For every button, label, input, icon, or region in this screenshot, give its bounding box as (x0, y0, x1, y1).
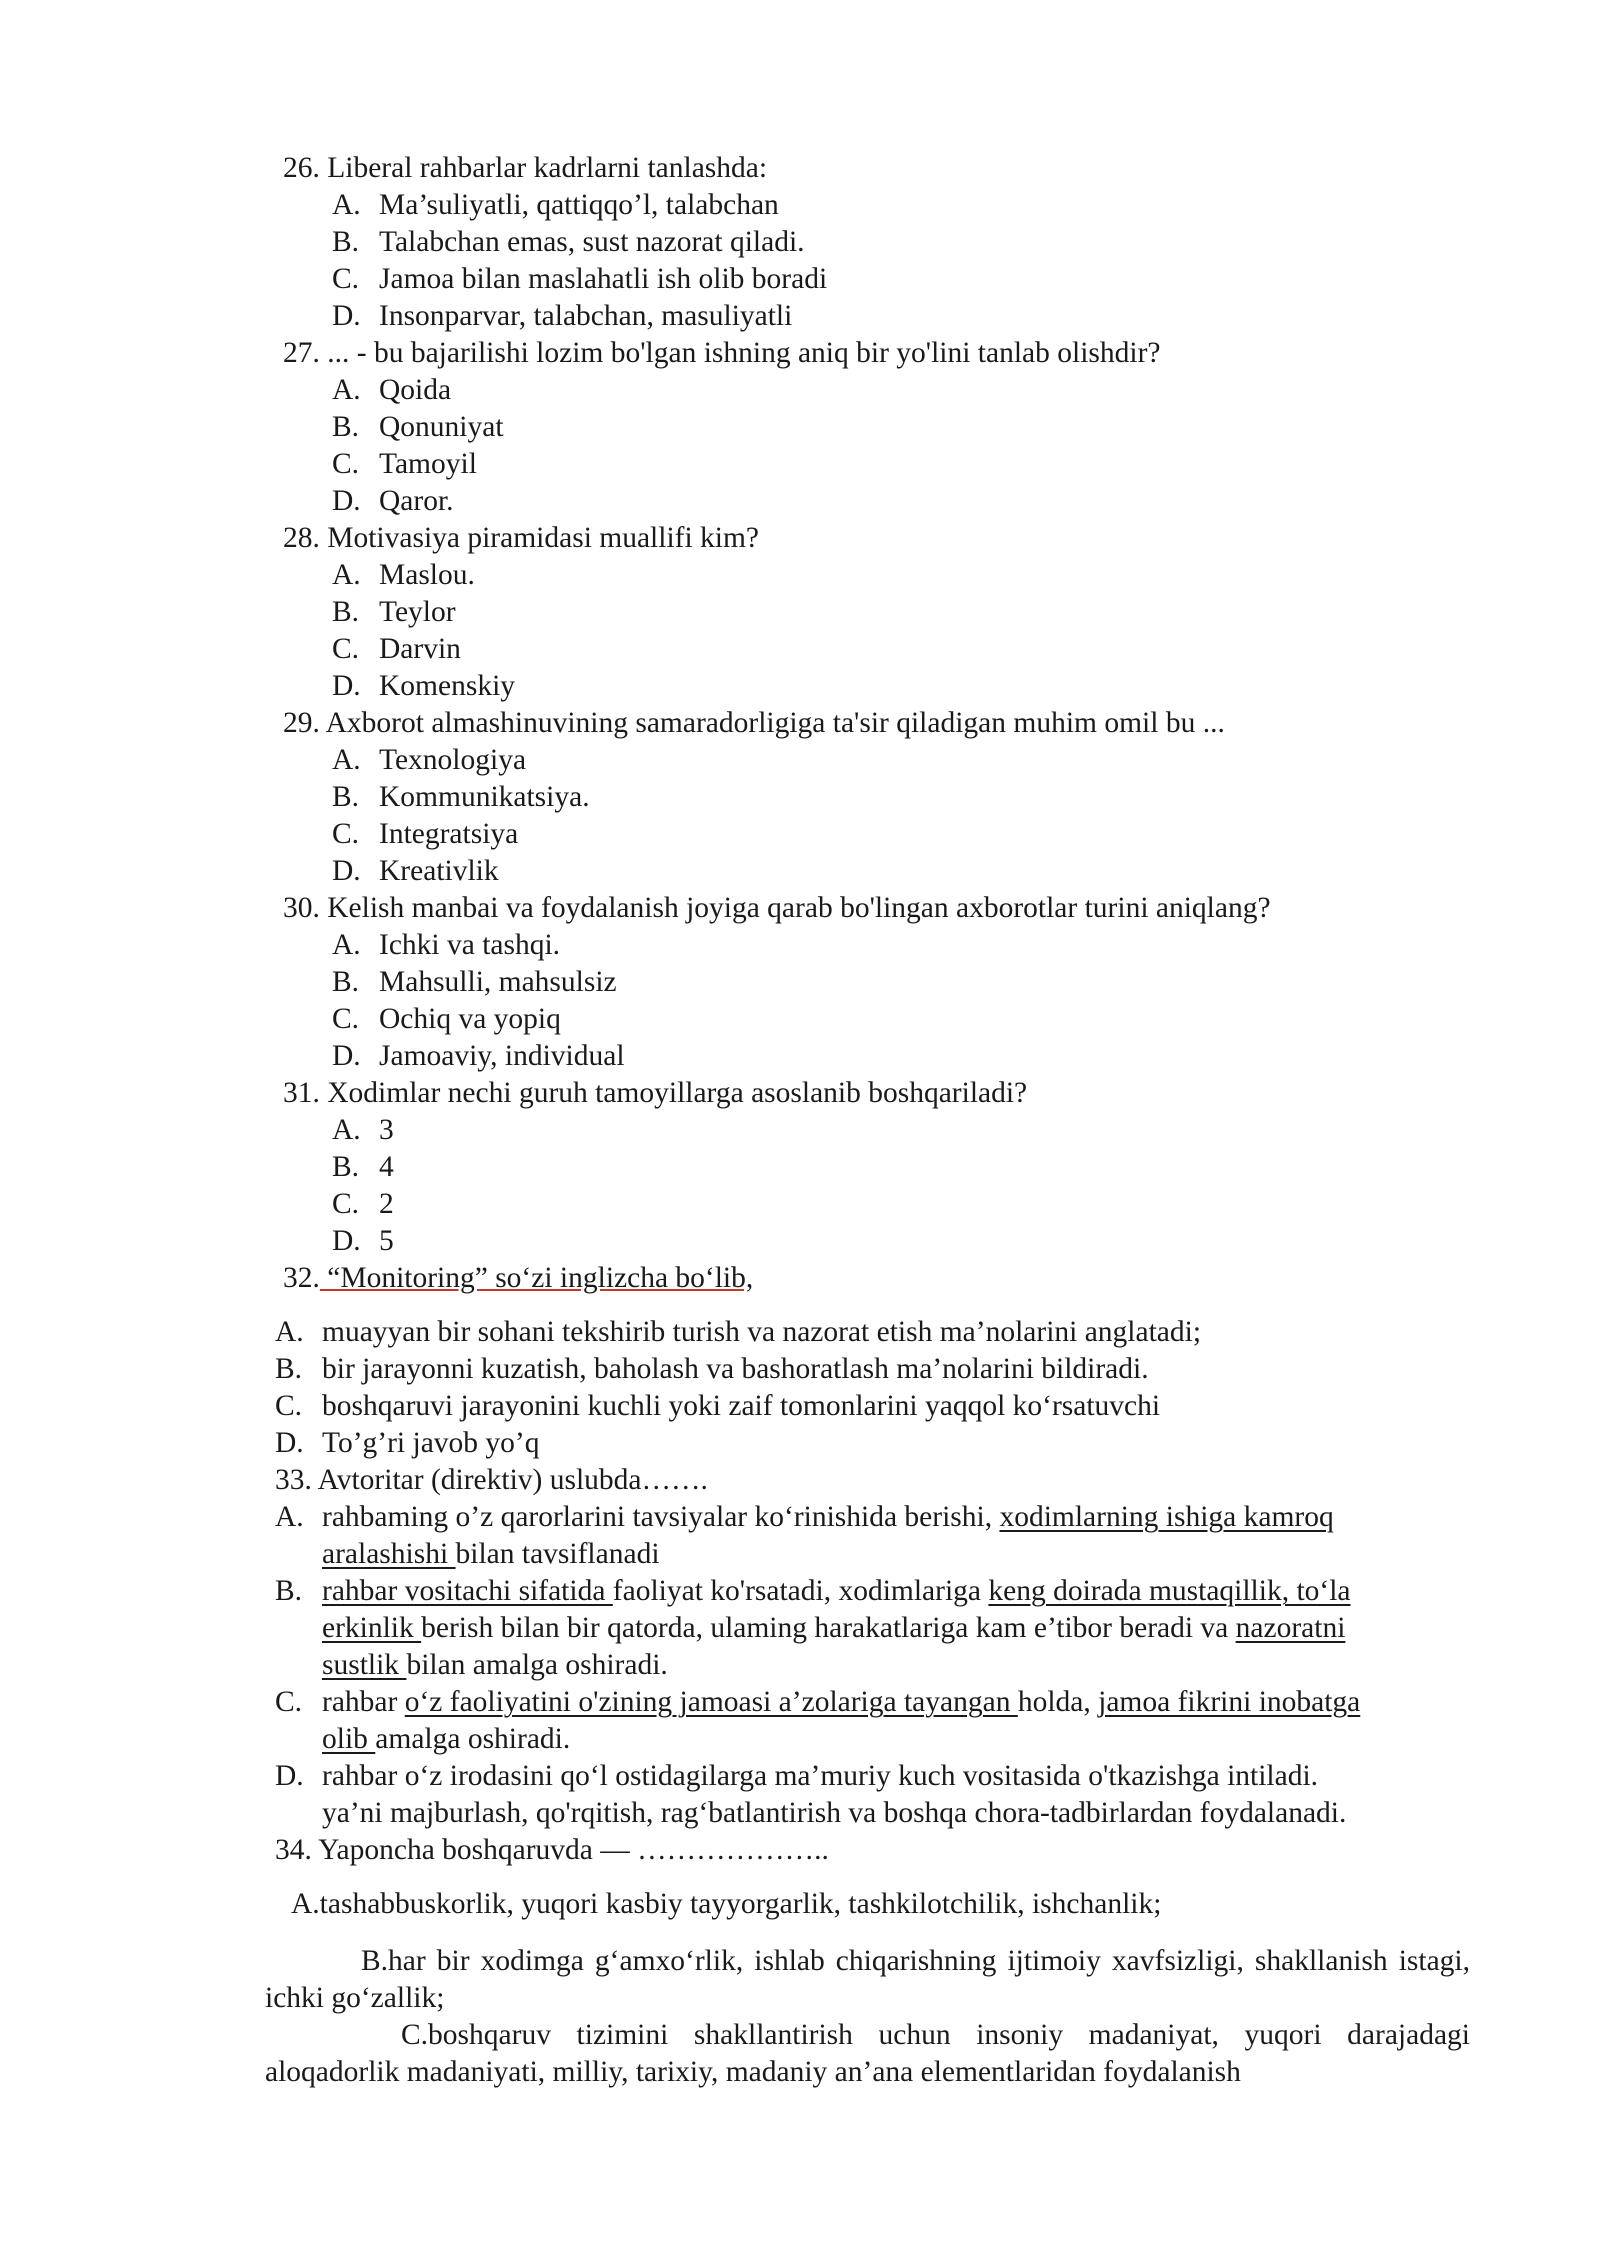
option-text-part: berish bilan bir qatorda, ulaming harakatlariga kam e’tibor beradi va (421, 1612, 1236, 1644)
option-text-part: faoliyat ko'rsatadi, xodimlariga (612, 1575, 989, 1607)
option (332, 816, 518, 852)
question-text: “Monitoring” so‘zi inglizcha bo‘lib, (319, 1262, 754, 1294)
option-letter: D. (332, 670, 361, 702)
option-text: Ichki va tashqi. (379, 929, 561, 961)
option (332, 557, 475, 593)
underlined-phrase: sustlik (322, 1649, 407, 1681)
option-letter: A. (332, 744, 361, 776)
option (332, 446, 477, 482)
question-text: Axborot almashinuvining samaradorligiga ta'sir qiladigan muhim omil bu ... (325, 707, 1225, 739)
option (332, 1038, 625, 1074)
option (332, 298, 792, 334)
option-text (322, 1573, 1351, 1609)
option-letter: A. (332, 374, 361, 406)
question-26 (283, 150, 767, 186)
option (332, 261, 827, 297)
option-c-paragraph: C.boshqaruv tizimini shakllantirish uchun insoniy madaniyat, yuqori darajadagi aloqadorlik madaniyati, milliy, tarixiy, madaniy an’ana elementlaridan foydalanish (265, 2019, 1470, 2088)
option (275, 1425, 540, 1461)
underlined-phrase: erkinlik (322, 1612, 422, 1644)
question-text: Motivasiya piramidasi muallifi kim? (327, 522, 760, 554)
option-letter: A. (332, 559, 361, 591)
option-letter: D. (332, 855, 361, 887)
option-b-paragraph: B.har bir xodimga g‘amxo‘rlik, ishlab chiqarishning ijtimoiy xavfsizligi, shakllanish istagi, ichki go‘zallik; (265, 1945, 1470, 2014)
option-text: Ochiq va yopiq (379, 1003, 561, 1035)
question-text: Yaponcha boshqaruvda — ……………….. (318, 1834, 829, 1866)
option-letter: C. (332, 448, 360, 480)
option-text: 3 (379, 1114, 394, 1146)
option-letter: B. (332, 226, 360, 258)
question-number: 30. (283, 892, 320, 924)
option-letter: A. (275, 1501, 304, 1533)
option-letter: A. (332, 189, 361, 221)
option-letter: D. (332, 300, 361, 332)
option-text: bir jarayonni kuzatish, baholash va bashoratlash ma’nolarini bildiradi. (322, 1353, 1149, 1385)
option-text: Komenskiy (379, 670, 516, 702)
question-number: 33. (275, 1464, 312, 1496)
option-letter: D. (332, 1040, 361, 1072)
option-a-paragraph: A.tashabbuskorlik, yuqori kasbiy tayyorgarlik, tashkilotchilik, ishchanlik; (291, 1888, 1162, 1920)
question-number: 29. (283, 707, 320, 739)
option-text: Insonparvar, talabchan, masuliyatli (379, 300, 793, 332)
question-number: 28. (283, 522, 320, 554)
option (332, 927, 560, 963)
option-text: Qaror. (379, 485, 454, 517)
option-letter: C. (332, 633, 360, 665)
option (332, 187, 779, 223)
option-letter: B. (332, 781, 360, 813)
option-letter: D. (332, 1225, 361, 1257)
option-letter: B. (332, 1151, 360, 1183)
option (332, 1186, 394, 1222)
option-letter: C. (275, 1686, 303, 1718)
option (332, 372, 451, 408)
option-letter: D. (332, 485, 361, 517)
question-31 (283, 1075, 1027, 1111)
underlined-phrase: xodimlarning ishiga kamroq (999, 1501, 1334, 1533)
option-text: Maslou. (379, 559, 475, 591)
underlined-phrase: rahbar vositachi sifatida (322, 1575, 613, 1607)
option-text: Darvin (379, 633, 461, 665)
option-text: muayyan bir sohani tekshirib turish va nazorat etish ma’nolarini anglatadi; (322, 1316, 1202, 1348)
option (332, 853, 499, 889)
question-text: Avtoritar (direktiv) uslubda……. (317, 1464, 708, 1496)
option-text-part: holda, (1017, 1686, 1099, 1718)
option-letter: C. (332, 1003, 360, 1035)
option (332, 1223, 394, 1259)
option-letter: A. (332, 1114, 361, 1146)
option (332, 409, 504, 445)
question-text: Kelish manbai va foydalanish joyiga qarab bo'lingan axborotlar turini aniqlang? (327, 892, 1271, 924)
option-text: Tamoyil (379, 448, 477, 480)
option-text: ya’ni majburlash, qo'rqitish, rag‘batlantirish va boshqa chora-tadbirlardan foydalanadi. (322, 1797, 1347, 1829)
option (332, 964, 617, 1000)
question-29 (283, 705, 1225, 741)
question-number: 27. (283, 337, 320, 369)
option (332, 1112, 394, 1148)
option-letter: A. (332, 929, 361, 961)
option (275, 1388, 1160, 1424)
underlined-phrase: keng doirada mustaqillik, to‘la (988, 1575, 1351, 1607)
question-number: 31. (283, 1077, 320, 1109)
question-number: 26. (283, 152, 320, 184)
question-28 (283, 520, 759, 556)
option-text: Jamoa bilan maslahatli ish olib boradi (379, 263, 828, 295)
option (332, 1001, 561, 1037)
option-text-part: bilan amalga oshiradi. (406, 1649, 668, 1681)
underlined-phrase: olib (322, 1723, 376, 1755)
option (332, 1149, 394, 1185)
option (332, 779, 590, 815)
option-letter: D. (275, 1427, 304, 1459)
underlined-phrase: nazoratni (1235, 1612, 1346, 1644)
option-text: Integratsiya (379, 818, 519, 850)
option-text (322, 1499, 1334, 1535)
option-text: Teylor (379, 596, 456, 628)
question-30 (283, 890, 1271, 926)
option (332, 483, 454, 519)
option-text-part: bilan tavsiflanadi (455, 1538, 660, 1570)
option-letter: C. (332, 263, 360, 295)
question-27 (283, 335, 1160, 371)
option-text (322, 1536, 660, 1572)
option-letter: B. (332, 596, 360, 628)
option-text: Ma’suliyatli, qattiqqo’l, talabchan (379, 189, 779, 221)
option (332, 742, 526, 778)
option-text: 2 (379, 1188, 394, 1220)
option-text: Kommunikatsiya. (379, 781, 590, 813)
question-text: Liberal rahbarlar kadrlarni tanlashda: (327, 152, 768, 184)
option-text: boshqaruvi jarayonini kuchli yoki zaif tomonlarini yaqqol ko‘rsatuvchi (322, 1390, 1161, 1422)
question-number: 32. (283, 1262, 320, 1294)
option-text (322, 1721, 570, 1757)
option-text: Texnologiya (379, 744, 527, 776)
option (332, 224, 805, 260)
underlined-phrase: aralashishi (322, 1538, 456, 1570)
question-number: 34. (275, 1834, 312, 1866)
option-letter: C. (275, 1390, 303, 1422)
option-letter: B. (332, 411, 360, 443)
option-text (322, 1647, 668, 1683)
option-text: 4 (379, 1151, 394, 1183)
option-letter: B. (275, 1575, 303, 1607)
underlined-phrase: o‘z faoliyatini o'zining jamoasi a’zolariga tayangan (404, 1686, 1018, 1718)
option (332, 668, 515, 704)
option (275, 1314, 1201, 1350)
option-text: Talabchan emas, sust nazorat qiladi. (379, 226, 805, 258)
option-text: To’g’ri javob yo’q (322, 1427, 540, 1459)
option-text: Qoida (379, 374, 452, 406)
option-text-part: amalga oshiradi. (375, 1723, 571, 1755)
option-text: Kreativlik (379, 855, 499, 887)
option-letter: B. (332, 966, 360, 998)
underlined-phrase: jamoa fikrini inobatga (1098, 1686, 1361, 1718)
option-text: Mahsulli, mahsulsiz (379, 966, 617, 998)
question-32 (283, 1260, 753, 1296)
question-text: ... - bu bajarilishi lozim bo'lgan ishning aniq bir yo'lini tanlab olishdir? (327, 337, 1161, 369)
option (275, 1351, 1149, 1387)
option-letter: C. (332, 1188, 360, 1220)
option (332, 594, 456, 630)
option-letter: B. (275, 1353, 303, 1385)
option-text (322, 1684, 1360, 1720)
question-34 (275, 1832, 829, 1868)
option-letter: D. (275, 1760, 304, 1792)
option-text: Qonuniyat (379, 411, 504, 443)
option-text: Jamoaviy, individual (379, 1040, 625, 1072)
option-letter: A. (275, 1316, 304, 1348)
option-text: rahbar o‘z irodasini qo‘l ostidagilarga ma’muriy kuch vositasida o'tkazishga intiladi. (322, 1760, 1319, 1792)
option-text-part: rahbaming o’z qarorlarini tavsiyalar ko‘rinishida berishi, (322, 1501, 1000, 1533)
option-letter: C. (332, 818, 360, 850)
option (332, 631, 461, 667)
option-text-part: rahbar (322, 1686, 405, 1718)
option-text: 5 (379, 1225, 394, 1257)
option-text (322, 1610, 1345, 1646)
question-33 (275, 1462, 708, 1498)
question-text: Xodimlar nechi guruh tamoyillarga asoslanib boshqariladi? (327, 1077, 1028, 1109)
